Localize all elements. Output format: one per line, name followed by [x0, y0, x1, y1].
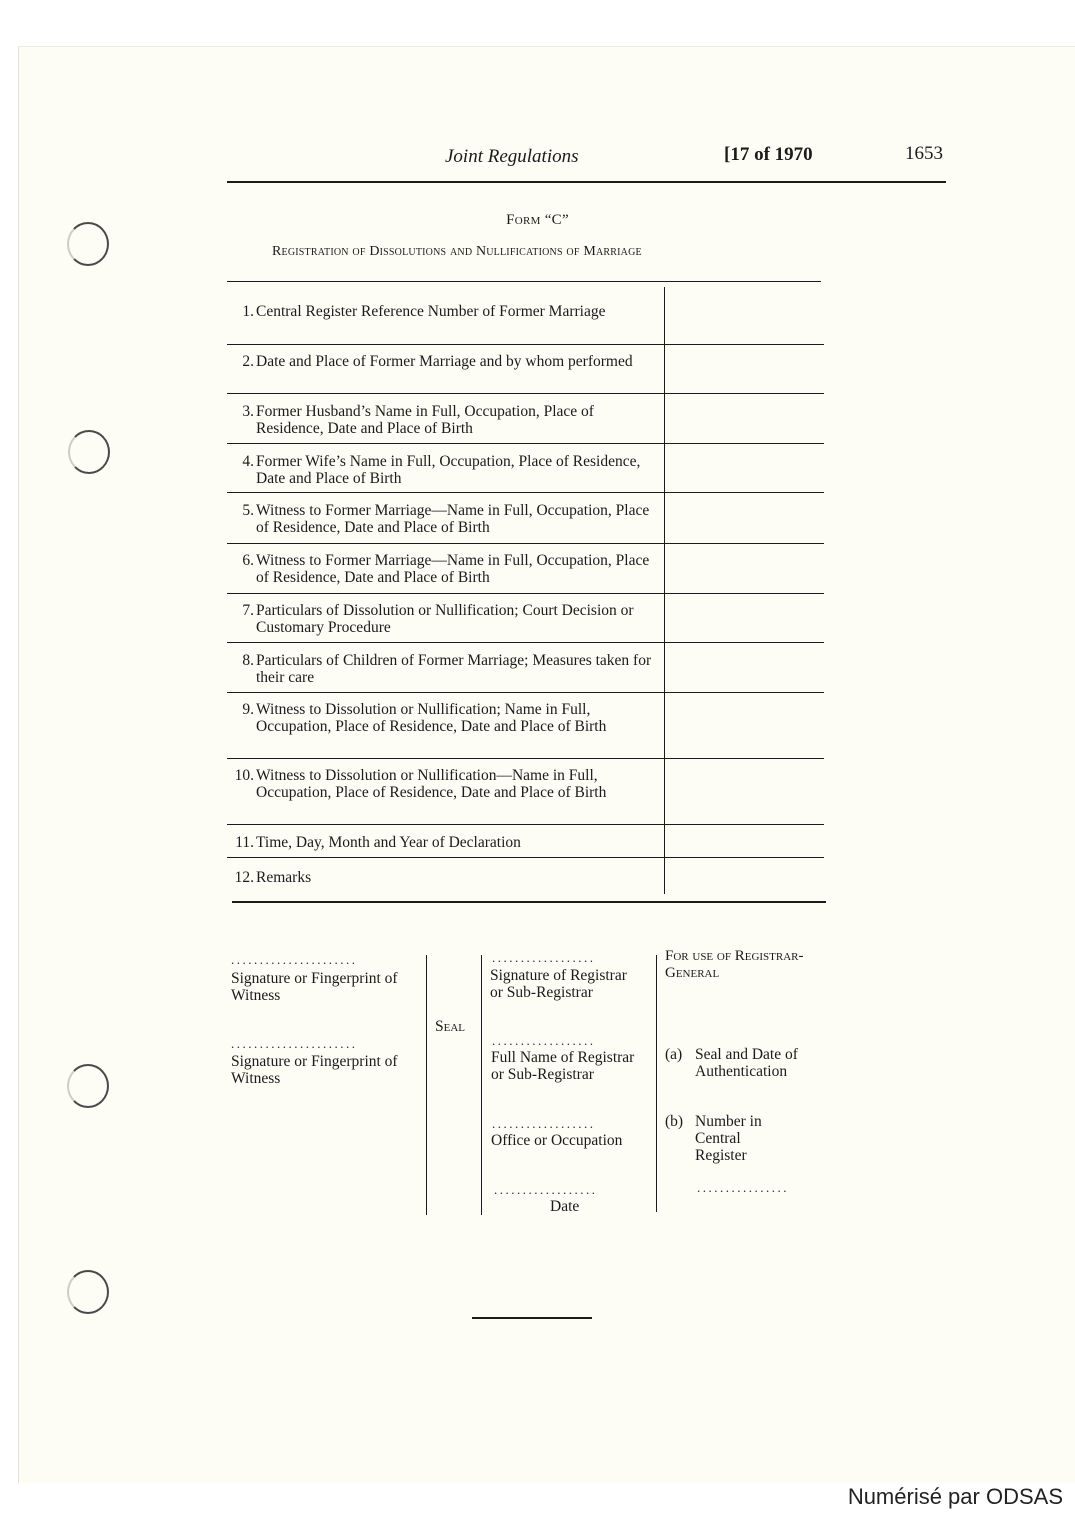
column-divider [481, 955, 482, 1215]
registrar-signature: Signature of Registrar or Sub-Registrar [490, 967, 627, 1001]
row-separator [227, 543, 824, 544]
row-number: 8. [242, 652, 254, 669]
row-number: 2. [242, 353, 254, 370]
item-a-label: (a) [665, 1046, 683, 1063]
office-or-occupation: Office or Occupation [491, 1132, 623, 1149]
signature-line: .................. [492, 1116, 596, 1131]
row-label: Central Register Reference Number of Former Marriage [256, 303, 606, 320]
row-separator [227, 824, 824, 825]
row-number: 3. [242, 403, 254, 420]
row-number: 11. [235, 834, 254, 851]
binder-hole [67, 1064, 109, 1108]
row-separator [227, 393, 824, 394]
row-separator [227, 642, 824, 643]
digitization-credit: Numérisé par ODSAS [847, 1484, 1063, 1509]
signature-line: .................. [492, 1033, 596, 1048]
closing-rule [472, 1317, 592, 1319]
page-number: 1653 [905, 143, 943, 164]
form-heading: Registration of Dissolutions and Nullifications of Marriage [272, 244, 642, 259]
row-label: Former Husband’s Name in Full, Occupation, Place of Residence, Date and Place of Birth [256, 403, 594, 437]
row-label: Witness to Dissolution or Nullification—Name in Full, Occupation, Place of Residence, Date and Place of Birth [256, 767, 607, 801]
row-label: Witness to Former Marriage—Name in Full, Occupation, Place of Residence, Date and Place of Birth [256, 552, 650, 586]
column-divider [426, 955, 427, 1215]
row-label: Particulars of Children of Former Marriage; Measures taken for their care [256, 652, 652, 686]
act-reference: [17 of 1970 [724, 144, 813, 165]
row-separator [227, 758, 824, 759]
row-label: Date and Place of Former Marriage and by whom performed [256, 353, 633, 370]
signature-line: .................. [494, 1182, 598, 1197]
row-separator [227, 857, 824, 858]
row-label: Witness to Former Marriage—Name in Full, Occupation, Place of Residence, Date and Place of Birth [256, 502, 650, 536]
registrar-general-heading: For use of Registrar-General [665, 948, 804, 981]
binder-hole [68, 430, 110, 474]
row-number: 12. [234, 869, 254, 886]
row-number: 5. [242, 502, 254, 519]
row-number: 1. [242, 303, 254, 320]
date-label: Date [550, 1198, 580, 1215]
binder-hole [67, 1270, 109, 1314]
signature-line: ...................... [231, 952, 358, 967]
row-number: 4. [242, 453, 254, 470]
row-label: Time, Day, Month and Year of Declaration [256, 834, 521, 851]
number-in-central-register: Number in Central Register [695, 1113, 762, 1164]
row-number: 6. [242, 552, 254, 569]
table-bottom-rule [232, 901, 826, 903]
row-number: 9. [242, 701, 254, 718]
row-number: 10. [234, 767, 254, 784]
row-number: 7. [242, 602, 254, 619]
row-label: Former Wife’s Name in Full, Occupation, Place of Residence, Date and Place of Birth [256, 453, 641, 487]
row-label: Remarks [256, 869, 312, 886]
signature-line: ...................... [231, 1036, 358, 1051]
row-label: Witness to Dissolution or Nullification; Name in Full, Occupation, Place of Residence, Date and Place of Birth [256, 701, 607, 735]
table-top-rule [227, 281, 821, 282]
row-separator [227, 443, 824, 444]
table-column-divider [664, 287, 665, 894]
item-b-label: (b) [665, 1113, 684, 1130]
row-separator [227, 692, 824, 693]
witness-signature-2: Signature or Fingerprint of Witness [231, 1053, 398, 1087]
row-separator [227, 492, 824, 493]
running-title: Joint Regulations [445, 146, 579, 167]
row-separator [227, 344, 824, 345]
row-label: Particulars of Dissolution or Nullification; Court Decision or Customary Procedure [256, 602, 634, 636]
header-rule [227, 181, 946, 183]
row-separator [227, 593, 824, 594]
seal-and-date-of-authentication: Seal and Date of Authentication [695, 1046, 798, 1080]
signature-line: .................. [492, 950, 596, 965]
signature-line: ................ [697, 1180, 789, 1195]
registrar-full-name: Full Name of Registrar or Sub-Registrar [491, 1049, 635, 1083]
document-page [18, 46, 1075, 1483]
column-divider [656, 955, 657, 1212]
form-title: Form “C” [506, 212, 569, 228]
seal-label: Seal [435, 1018, 466, 1035]
witness-signature-1: Signature or Fingerprint of Witness [231, 970, 398, 1004]
